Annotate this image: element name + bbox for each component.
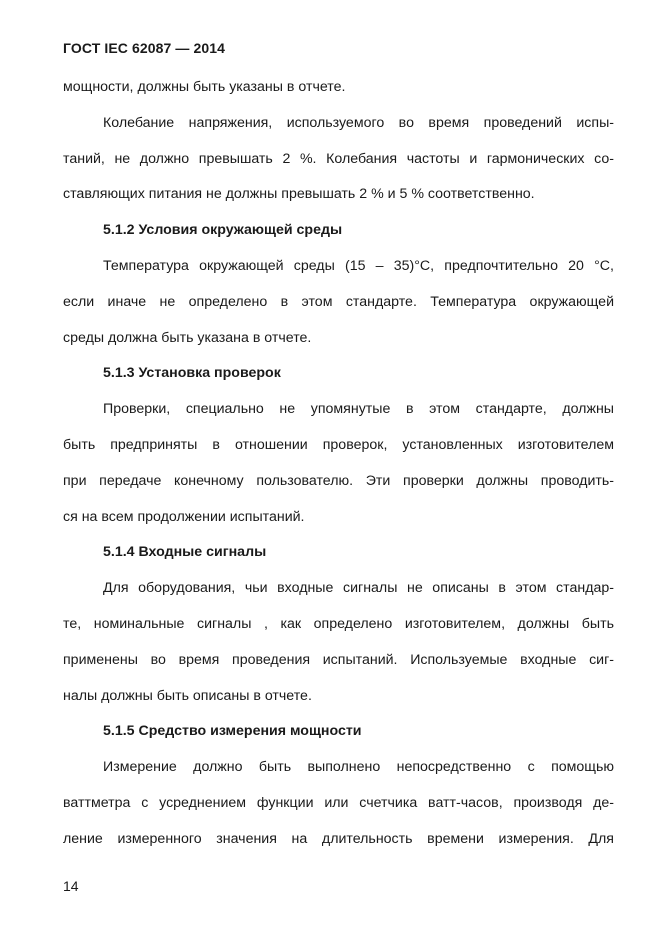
text-line: Температура окружающей среды (15 – 35)°C, предпочтительно 20 °C, <box>103 257 614 274</box>
text-line: ваттметра с усреднением функции или счетчика ватт-часов, производя де- <box>63 794 614 811</box>
text-line: быть предприняты в отношении проверок, установленных изготовителем <box>63 436 614 453</box>
text-line: среды должна быть указана в отчете. <box>63 329 312 346</box>
text-line: мощности, должны быть указаны в отчете. <box>63 79 346 95</box>
section-heading: 5.1.4 Входные сигналы <box>103 544 267 561</box>
text-line: при передаче конечному пользователю. Эти проверки должны проводить- <box>63 472 614 489</box>
text-line: те, номинальные сигналы , как определено изготовителем, должны быть <box>63 615 614 632</box>
section-heading: 5.1.2 Условия окружающей среды <box>103 222 343 239</box>
text-line: Проверки, специально не упомянутые в этом стандарте, должны <box>103 401 614 418</box>
text-line: Измерение должно быть выполнено непосредственно с помощью <box>103 759 614 776</box>
text-line: Для оборудования, чьи входные сигналы не описаны в этом стандар- <box>103 580 614 597</box>
text-line: ся на всем продолжении испытаний. <box>63 508 305 525</box>
text-line: налы должны быть описаны в отчете. <box>63 687 312 704</box>
text-line: если иначе не определено в этом стандарте. Температура окружающей <box>63 293 614 310</box>
text-line: ставляющих питания не должны превышать 2 % и 5 % соответственно. <box>63 186 535 203</box>
document-header: ГОСТ IEC 62087 — 2014 <box>63 40 226 56</box>
section-heading: 5.1.5 Средство измерения мощности <box>103 723 362 740</box>
document-body <box>63 70 614 858</box>
text-line: Колебание напряжения, используемого во время проведений испы- <box>103 114 614 131</box>
text-line: таний, не должно превышать 2 %. Колебания частоты и гармонических со- <box>63 150 614 167</box>
page-number: 14 <box>63 878 79 894</box>
section-heading: 5.1.3 Установка проверок <box>103 365 281 382</box>
text-line: ление измеренного значения на длительность времени измерения. Для <box>63 830 614 847</box>
text-line: применены во время проведения испытаний. Используемые входные сиг- <box>63 651 614 668</box>
